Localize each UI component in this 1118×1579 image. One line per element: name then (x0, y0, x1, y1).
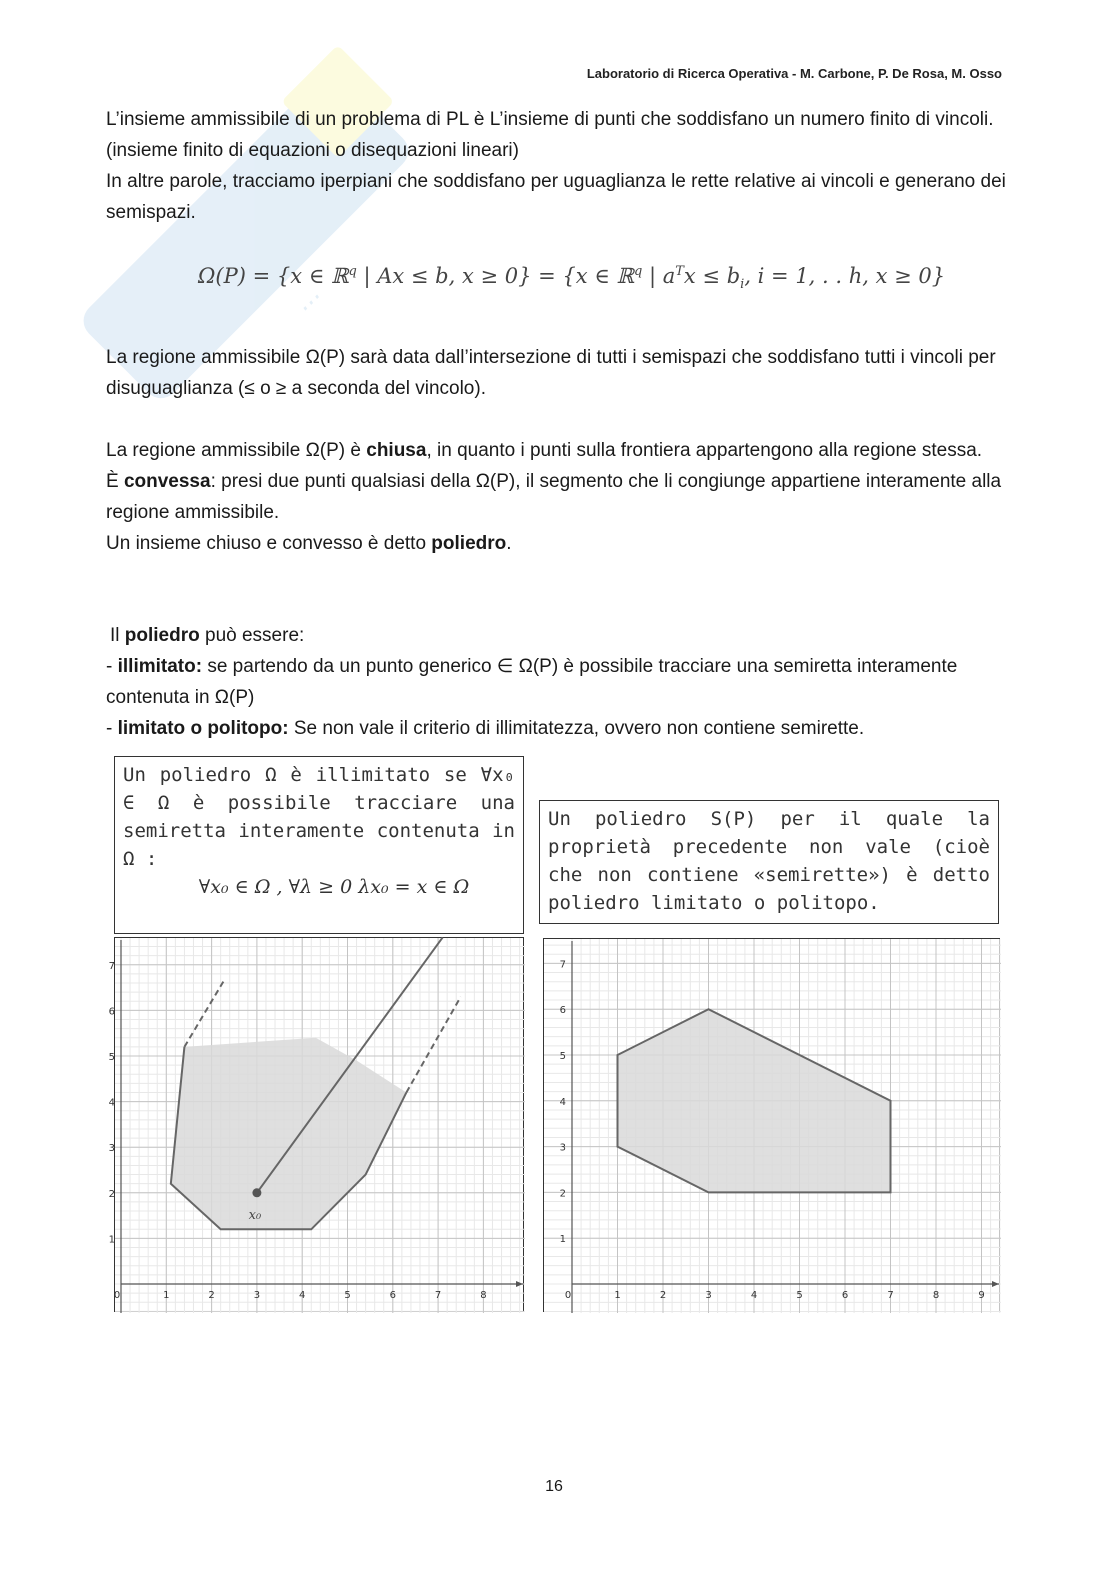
page-number: 16 (545, 1478, 563, 1495)
paragraph-6: Un insieme chiuso e convesso è detto poliedro. (106, 533, 512, 554)
boundary-ray-dashed (406, 997, 460, 1093)
x-tick-label: 4 (299, 1290, 306, 1301)
x-tick-label: 7 (887, 1290, 894, 1301)
paragraph-4: La regione ammissibile Ω(P) è chiusa, in quanto i punti sulla frontiera appartengono alla regione stessa. (106, 440, 983, 461)
x-tick-label: 2 (208, 1290, 215, 1301)
x-tick-label: 0 (113, 1290, 121, 1301)
x-tick-label: 6 (389, 1290, 396, 1301)
y-tick-label: 4 (559, 1096, 566, 1108)
y-tick-label: 1 (559, 1234, 566, 1246)
y-tick-label: 5 (108, 1052, 115, 1063)
boundary-ray-dashed (184, 978, 225, 1046)
x-tick-label: 3 (253, 1290, 261, 1301)
unbounded-definition-formula: ∀x₀ ∈ Ω , ∀λ ≥ 0 λx₀ = x ∈ Ω (198, 876, 470, 898)
bounded-definition-box (539, 800, 999, 924)
x-tick-label: 2 (659, 1290, 667, 1301)
x-tick-label: 5 (796, 1290, 803, 1301)
paragraph-7: Il poliedro può essere: (110, 625, 305, 646)
paragraph-8: - illimitato: se partendo da un punto generico ∈ Ω(P) è possibile tracciare una semiretta interamente contenuta in Ω(P) (106, 656, 958, 708)
x-tick-label: 3 (705, 1290, 712, 1301)
polyhedron-types-text (106, 620, 1006, 744)
paragraph-2: In altre parole, tracciamo iperpiani che soddisfano per uguaglianza le rette relative ai vincoli e generano dei semispazi. (106, 171, 1006, 223)
y-tick-label: 7 (108, 960, 115, 972)
y-tick-label: 6 (108, 1006, 115, 1018)
feasible-region (171, 1038, 407, 1230)
y-tick-label: 2 (108, 1188, 115, 1200)
x-tick-label: 4 (750, 1290, 758, 1301)
x-tick-label: 6 (841, 1290, 849, 1301)
bounded-polyhedron-graph (543, 938, 1000, 1312)
y-tick-label: 1 (108, 1234, 115, 1246)
x-tick-label: 9 (978, 1290, 985, 1301)
x-tick-label: 8 (480, 1290, 487, 1301)
unbounded-definition-text: Un poliedro Ω è illimitato se ∀x₀ ∈ Ω è possibile tracciare una semiretta interamente contenuta in Ω : (123, 764, 515, 870)
page-header: Laboratorio di Ricerca Operativa - M. Carbone, P. De Rosa, M. Osso (586, 66, 1002, 81)
y-tick-label: 3 (108, 1143, 115, 1155)
paragraph-1: L’insieme ammissibile di un problema di PL è L’insieme di punti che soddisfano un numero finito di vincoli. (insieme finito di equazioni o disequazioni lineari) (106, 109, 994, 161)
x-tick-label: 5 (344, 1290, 351, 1301)
x-tick-label: 8 (932, 1290, 940, 1301)
x-axis-arrow (992, 1281, 999, 1287)
y-tick-label: 2 (559, 1188, 566, 1200)
paragraph-3: La regione ammissibile Ω(P) sarà data dall’intersezione di tutti i semispazi che soddisfano tutti i vincoli per disuguaglianza (≤ o ≥ a seconda del vincolo). (106, 347, 996, 399)
y-tick-label: 4 (108, 1097, 115, 1109)
y-tick-label: 6 (559, 1005, 566, 1017)
feasible-set-formula: Ω(P) = {x ∈ ℝ$^q$ | Ax ≤ b, x ≥ 0} = {x ∈ ℝ$^q$ | $a^Tx \le b_i$, i = 1, . . h, x ≥ 0} (198, 264, 946, 293)
point-x0-label: x₀ (248, 1207, 262, 1223)
svg-text:...: ... (288, 278, 327, 317)
point-x0 (252, 1188, 261, 1197)
x-tick-label: 0 (564, 1290, 572, 1301)
properties-text (106, 435, 1006, 559)
y-tick-label: 3 (559, 1142, 566, 1154)
intro-text (106, 104, 1006, 228)
unbounded-polyhedron-graph (108, 937, 524, 1312)
paragraph-5: È convessa: presi due punti qualsiasi della Ω(P), il segmento che li congiunge appartiene interamente alla regione ammissibile. (106, 471, 1002, 523)
y-tick-label: 7 (559, 959, 566, 971)
unbounded-definition-box (114, 756, 524, 934)
region-text (106, 342, 1006, 404)
x-tick-label: 1 (163, 1290, 170, 1301)
x-tick-label: 7 (434, 1290, 442, 1301)
bounded-definition-text: Un poliedro S(P) per il quale la proprietà precedente non vale (cioè che non contiene «semirette») è detto poliedro limitato o politopo. (548, 808, 990, 914)
x-tick-label: 1 (614, 1290, 621, 1301)
paragraph-9: - limitato o politopo: Se non vale il criterio di illimitatezza, ovvero non contiene semirette. (106, 718, 865, 739)
y-tick-label: 5 (559, 1051, 566, 1062)
